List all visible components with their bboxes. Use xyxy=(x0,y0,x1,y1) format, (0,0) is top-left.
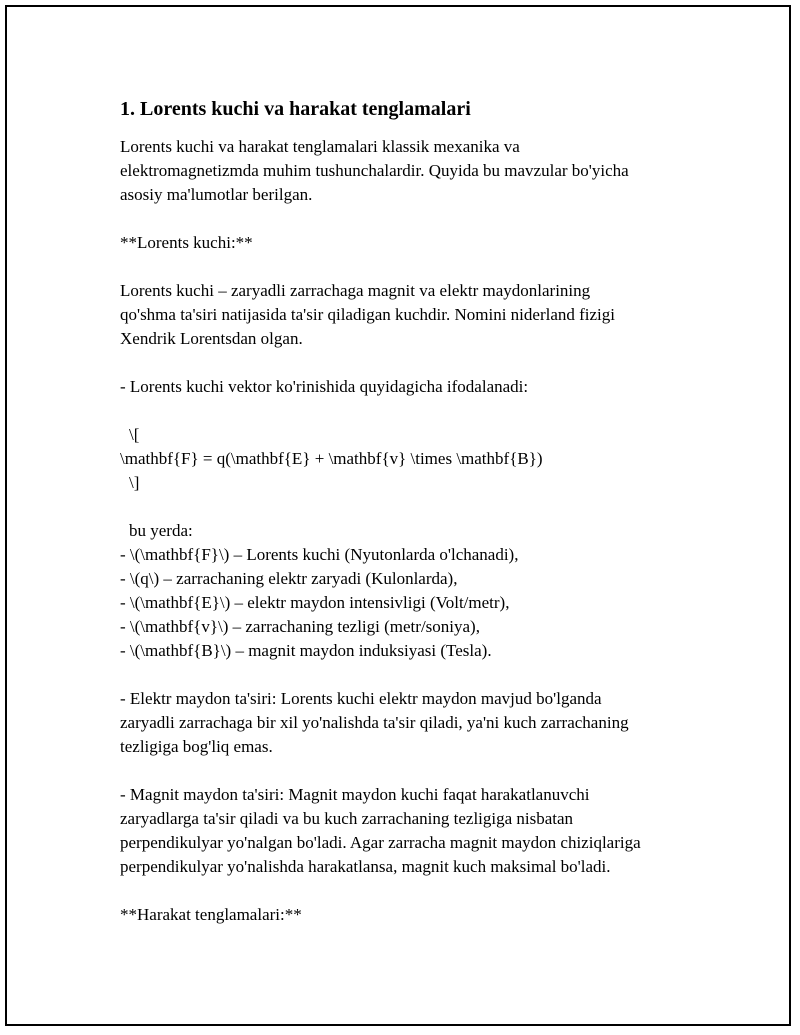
motion-heading: **Harakat tenglamalari:** xyxy=(120,905,302,924)
electric-effect-paragraph: - Elektr maydon ta'siri: Lorents kuchi elektr maydon mavjud bo'lganda zaryadli zarrachaga bir xil yo'nalishda ta'sir qiladi, ya'ni kuch zarrachaning tezligiga bog'liq emas. xyxy=(120,689,629,756)
where-list xyxy=(120,519,720,663)
where-label: bu yerda: xyxy=(129,521,193,540)
where-item-velocity: - \(\mathbf{v}\) – zarrachaning tezligi (metr/soniya), xyxy=(120,617,480,636)
document-page xyxy=(5,5,791,1026)
formula-block xyxy=(120,423,720,495)
vector-intro: - Lorents kuchi vektor ko'rinishida quyidagicha ifodalanadi: xyxy=(120,377,529,396)
lorents-heading: **Lorents kuchi:** xyxy=(120,233,253,252)
where-item-charge: - \(q\) – zarrachaning elektr zaryadi (Kulonlarda), xyxy=(120,569,458,588)
where-item-force: - \(\mathbf{F}\) – Lorents kuchi (Nyutonlarda o'lchanadi), xyxy=(120,545,519,564)
where-item-magnetic-field: - \(\mathbf{B}\) – magnit maydon induksiyasi (Tesla). xyxy=(120,641,492,660)
formula-line: \mathbf{F} = q(\mathbf{E} + \mathbf{v} \times \mathbf{B}) xyxy=(120,449,543,468)
where-item-electric-field: - \(\mathbf{E}\) – elektr maydon intensivligi (Volt/metr), xyxy=(120,593,510,612)
magnetic-effect-paragraph: - Magnit maydon ta'siri: Magnit maydon kuchi faqat harakatlanuvchi zaryadlarga ta'sir qiladi va bu kuch zarrachaning tezligiga nisbatan perpendikulyar yo'nalgan bo'ladi. Agar zarracha magnit maydon chiziqlariga perpendikulyar yo'nalishda harakatlansa, magnit kuch maksimal bo'ladi. xyxy=(120,785,641,876)
formula-close: \] xyxy=(129,473,140,492)
lorents-definition: Lorents kuchi – zaryadli zarrachaga magnit va elektr maydonlarining qo'shma ta'siri natijasida ta'sir qiladigan kuchdir. Nomini niderland fizigi Xendrik Lorentsdan olgan. xyxy=(120,281,616,348)
section-title: 1. Lorents kuchi va harakat tenglamalari xyxy=(120,98,471,120)
document-content xyxy=(120,95,720,951)
intro-paragraph: Lorents kuchi va harakat tenglamalari klassik mexanika va elektromagnetizmda muhim tushunchalardir. Quyida bu mavzular bo'yicha asosiy ma'lumotlar berilgan. xyxy=(120,137,629,204)
formula-open: \[ xyxy=(129,425,140,444)
